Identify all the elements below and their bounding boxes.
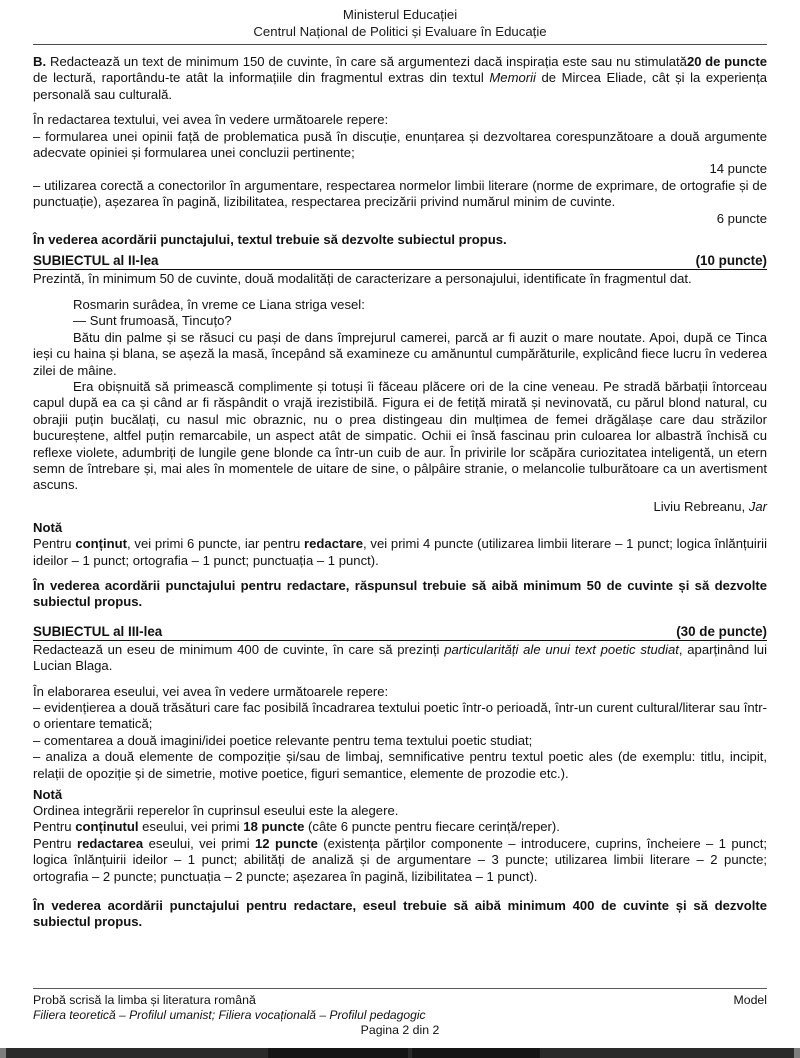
subject-two-nota-text bbox=[33, 536, 767, 569]
criterion-2-text: – utilizarea corectă a conectorilor în argumentare, respectarea normelor limbii literare (norme de exprimare, de ortografie și de punctuație), așezarea în pagină, lizibilitatea, respectarea precizării privind numărul minim de cuvinte. bbox=[33, 177, 767, 210]
ministry-name: Ministerul Educației bbox=[342, 7, 458, 22]
part-b-criterion-1 bbox=[33, 129, 767, 162]
prompt-seg-a: Redactează un eseu de minimum 400 de cuvinte, în care să prezinți bbox=[33, 641, 445, 657]
excerpt-line-2: — Sunt frumoasă, Tincuțo? bbox=[73, 313, 232, 329]
footer-profile-line: Filiera teoretică – Profilul umanist; Filiera vocațională – Profilul pedagogic bbox=[33, 1008, 426, 1022]
nota3-l3-e: (existența părților componente – introducere, cuprins, încheiere – 1 punct; logica înlănțuirii ideilor – 1 punct; abilități de analiză și de argumentare – 3 puncte; utilizarea limbii literare – 2 puncte; ortografia – 2 puncte; punctuația – 2 puncte; așezarea în pagină, lizibilitatea – 1 punct). bbox=[33, 835, 767, 884]
subject-two-title: SUBIECTUL al II-lea bbox=[33, 253, 159, 269]
subject-three-criterion-1: – evidențierea a două trăsături care fac posibilă încadrarea textului poetic într-o perioadă, într-un curent cultural/literar sau într-o orientare tematică; bbox=[33, 700, 767, 732]
subject-three-nota-line-3 bbox=[33, 836, 767, 885]
part-b-criteria-intro: În redactarea textului, vei avea în vedere următoarele repere: bbox=[33, 112, 389, 128]
spacer bbox=[33, 569, 767, 578]
subject-three-nota-title: Notă bbox=[33, 787, 63, 803]
excerpt-paragraph-2: Era obișnuită să primească complimente și totuși îi făceau plăcere ori de la cine veneau. Pe stradă bărbații întorceau capul după ea ca și când ar fi răspândit o vrajă irezistibilă. Figura ei de fetiță mirată și nevinovată, cu părul blond natural, cu obrajii puțin bucălați, cu nasul mic obraznic, nu o prea distingeau din mulțimea de femei drăgălașe care dau străzilor bucureștene, altfel puțin remarcabile, un aspect atât de simpatic. Ochii ei însă fascinau prin culoarea lor albastră închisă cu reflexe violete, adumbriți de lungile gene blonde ca într-un cuib de aur. În privirile lor scăpăra curiozitatea inteligentă, un etern semn de întrebare și, mai ales în momentele de uitare de sine, o pâlpâire stranie, o melancolie tulburătoare ca un avertisment ascuns. bbox=[33, 378, 767, 493]
subject-two-emphasis: În vederea acordării punctajului pentru redactare, răspunsul trebuie să aibă minimum 50 de cuvinte și să dezvolte subiectul propus. bbox=[33, 577, 767, 610]
bottom-ui-strip bbox=[0, 1048, 800, 1058]
footer-divider bbox=[33, 988, 767, 989]
spacer bbox=[33, 885, 767, 898]
part-b-text-after: de Mircea Eliade, cât și la experiența personală sau culturală. bbox=[33, 70, 767, 102]
footer-exam-name: Probă scrisă la limba și literatura română bbox=[33, 993, 256, 1007]
nota-seg-continut: conținut bbox=[75, 536, 127, 552]
subject-three-title: SUBIECTUL al III-lea bbox=[33, 623, 163, 639]
spacer bbox=[33, 675, 767, 684]
nota3-l2-continutul: conținutul bbox=[75, 819, 139, 835]
bottom-strip-segment-a bbox=[268, 1048, 408, 1058]
footer-top-row bbox=[33, 993, 767, 1008]
nota3-l2-a: Pentru bbox=[33, 819, 76, 835]
footer-model-label: Model bbox=[733, 993, 767, 1007]
document-header bbox=[33, 6, 767, 40]
part-b-criterion-2-points: 6 puncte bbox=[716, 210, 767, 226]
part-b-italic-title: Memorii bbox=[489, 70, 536, 86]
part-b-label: B. bbox=[33, 54, 47, 69]
excerpt-attribution bbox=[33, 499, 767, 515]
attribution-work: Jar bbox=[748, 498, 767, 514]
document-footer bbox=[33, 988, 767, 1038]
prompt-seg-b: , aparținând lui Lucian Blaga. bbox=[33, 641, 767, 674]
part-b-text: Redactează un text de minimum 150 de cuvinte, în care să argumentezi dacă inspirația este sau nu stimulată de lectură, raportându-te atât la informațiile din fragmentul extras din textul bbox=[33, 54, 687, 86]
nota3-l2-c: eseului, vei primi bbox=[138, 819, 244, 835]
nota3-l3-a: Pentru bbox=[33, 835, 77, 851]
nota3-l3-redactarea: redactarea bbox=[76, 835, 144, 851]
subject-three-criterion-2: – comentarea a două imagini/idei poetice relevante pentru tema textului poetic studiat; bbox=[33, 732, 533, 748]
nota3-l3-12-puncte: 12 puncte bbox=[255, 835, 318, 851]
subject-two-heading-row bbox=[33, 253, 767, 270]
part-b-emphasis: În vederea acordării punctajului, textul trebuie să dezvolte subiectul propus. bbox=[33, 232, 507, 248]
bottom-strip-segment-b bbox=[412, 1048, 540, 1058]
subject-three-nota-line-2 bbox=[33, 819, 767, 835]
nota3-l3-c: eseului, vei primi bbox=[143, 835, 256, 851]
excerpt-paragraph-1: Bătu din palme și se răsuci cu pași de dans împrejurul camerei, parcă ar fi auzit o mare noutate. Apoi, după ce Tinca ieși cu haina și blana, se așeză la masă, începând să examineze cu amănuntul cumpărăturile, explicând fiece lucru în vederea zilei de mâine. bbox=[33, 329, 767, 378]
spacer bbox=[33, 288, 767, 297]
nota3-l2-e: (câte 6 puncte pentru fiecare cerință/reper). bbox=[304, 819, 560, 835]
subject-two-points: (10 puncte) bbox=[695, 253, 767, 269]
nota-seg-c: , vei primi 6 puncte, iar pentru bbox=[127, 536, 305, 552]
part-b-criterion-2 bbox=[33, 178, 767, 211]
nota3-l2-18-puncte: 18 puncte bbox=[243, 819, 305, 835]
spacer bbox=[33, 611, 767, 624]
subject-two-nota-title: Notă bbox=[33, 520, 63, 536]
bottom-strip-left-cap bbox=[0, 1048, 6, 1058]
part-b-points: 20 de puncte bbox=[686, 54, 767, 69]
subject-three-points: (30 de puncte) bbox=[676, 623, 767, 639]
subject-three-criterion-3: – analiza a două elemente de compoziție și/sau de limbaj, semnificative pentru textul poetic ales (de exemplu: titlu, incipit, relații de opoziție și de simetrie, motive poetice, figuri semantice, elemente de prozodie etc.). bbox=[33, 749, 767, 781]
subject-three-nota-line-1: Ordinea integrării reperelor în cuprinsul eseului este la alegere. bbox=[33, 803, 399, 819]
attribution-author: Liviu Rebreanu, bbox=[653, 498, 749, 514]
part-b-paragraph bbox=[33, 54, 767, 103]
excerpt-line-1: Rosmarin surâdea, în vreme ce Liana striga vesel: bbox=[73, 296, 365, 312]
nota-seg-redactare: redactare bbox=[304, 536, 363, 552]
nota-seg-e: , vei primi 4 puncte (utilizarea limbii literare – 1 punct; logica înlănțuirii ideilor – 1 punct; ortografia – 1 punct; punctuația – 1 punct). bbox=[33, 536, 768, 568]
spacer bbox=[33, 103, 767, 112]
subject-three-prompt bbox=[33, 642, 767, 675]
subject-three-emphasis: În vederea acordării punctajului pentru redactare, eseul trebuie să aibă minimum 400 de cuvinte și să dezvolte subiectul propus. bbox=[33, 898, 767, 930]
subject-three-criteria-intro: În elaborarea eseului, vei avea în vedere următoarele repere: bbox=[33, 683, 389, 699]
footer-page-number: Pagina 2 din 2 bbox=[360, 1023, 440, 1037]
prompt-italic: particularități ale unui text poetic studiat bbox=[444, 641, 679, 657]
center-name: Centrul Național de Politici și Evaluare în Educație bbox=[253, 24, 547, 39]
subject-two-prompt: Prezintă, în minimum 50 de cuvinte, două modalități de caracterizare a personajului, identificate în fragmentul dat. bbox=[33, 271, 692, 287]
part-b-criterion-1-points: 14 puncte bbox=[709, 161, 767, 177]
subject-three-heading-row bbox=[33, 624, 767, 641]
header-divider bbox=[33, 44, 767, 45]
nota-seg-a: Pentru bbox=[33, 536, 76, 552]
bottom-strip-right-cap bbox=[794, 1048, 800, 1058]
criterion-1-text: – formularea unei opinii față de problematica pusă în discuție, enunțarea și dezvoltarea corespunzătoare a două argumente adecvate opiniei și formularea unei concluzii pertinente; bbox=[33, 128, 767, 161]
